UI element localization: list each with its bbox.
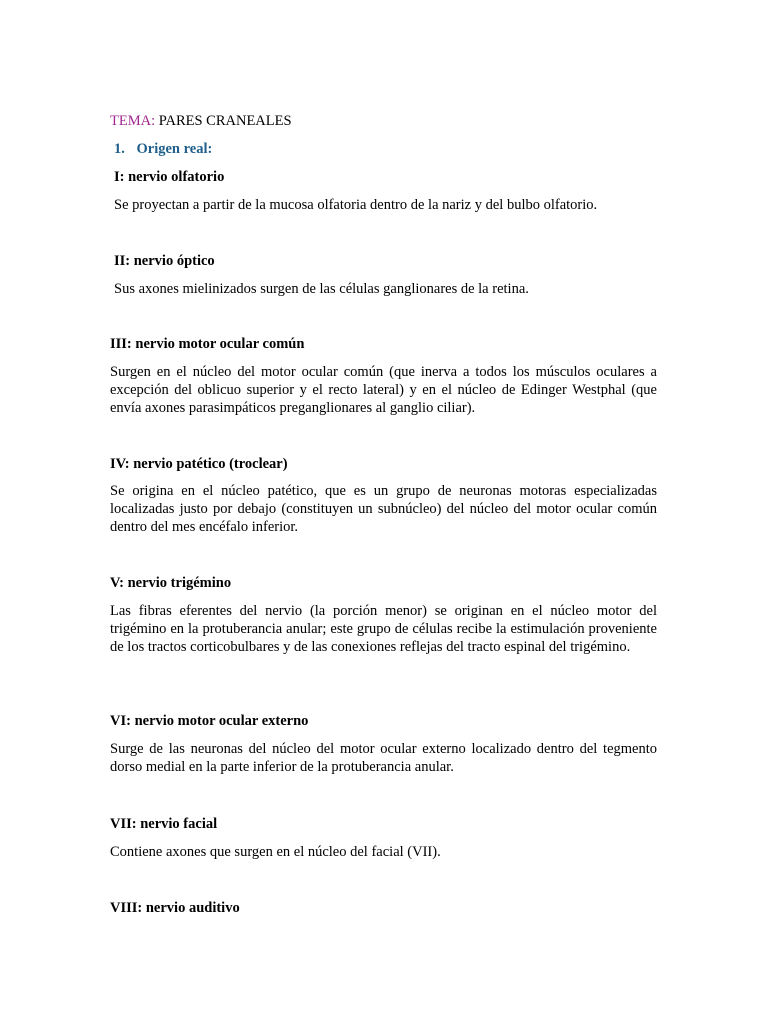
section-body-iv: Se origina en el núcleo patético, que es un grupo de neuronas motoras especializadas localizadas justo por debajo (constituyen un subnúcleo) del núcleo del motor ocular común dentro del mes encéfalo inferior. [110, 483, 657, 536]
topic-line [110, 112, 292, 130]
topic-label: TEMA: [110, 113, 156, 129]
section-body-ii: Sus axones mielinizados surgen de las células ganglionares de la retina. [114, 281, 529, 297]
section-body-vi: Surge de las neuronas del núcleo del motor ocular externo localizado dentro del tegmento dorso medial en la parte inferior de la protuberancia anular. [110, 741, 657, 776]
section-heading-vi: VI: nervio motor ocular externo [110, 713, 309, 729]
origin-heading [114, 140, 212, 158]
topic-title: PARES CRANEALES [158, 113, 292, 129]
section-body-iii: Surgen en el núcleo del motor ocular común (que inerva a todos los músculos oculares a excepción del oblicuo superior y el recto lateral) y en el núcleo de Edinger Westphal (que envía axones parasimpáticos preganglionares al ganglio ciliar). [110, 364, 657, 417]
section-heading-iii: III: nervio motor ocular común [110, 336, 305, 352]
origin-number: 1. [114, 141, 125, 157]
origin-title: Origen real: [136, 141, 213, 157]
section-heading-viii: VIII: nervio auditivo [110, 900, 240, 916]
section-heading-iv: IV: nervio patético (troclear) [110, 456, 288, 472]
section-body-vii: Contiene axones que surgen en el núcleo del facial (VII). [110, 844, 441, 860]
section-heading-i: I: nervio olfatorio [114, 169, 225, 185]
section-body-v: Las fibras eferentes del nervio (la porción menor) se originan en el núcleo motor del trigémino en la protuberancia anular; este grupo de células recibe la estimulación proveniente de los tractos corticobulbares y de las conexiones reflejas del tracto espinal del trigémino. [110, 603, 657, 656]
section-heading-v: V: nervio trigémino [110, 575, 232, 591]
section-body-i: Se proyectan a partir de la mucosa olfatoria dentro de la nariz y del bulbo olfatorio. [114, 197, 598, 213]
section-heading-vii: VII: nervio facial [110, 816, 218, 832]
section-heading-ii: II: nervio óptico [114, 253, 215, 269]
